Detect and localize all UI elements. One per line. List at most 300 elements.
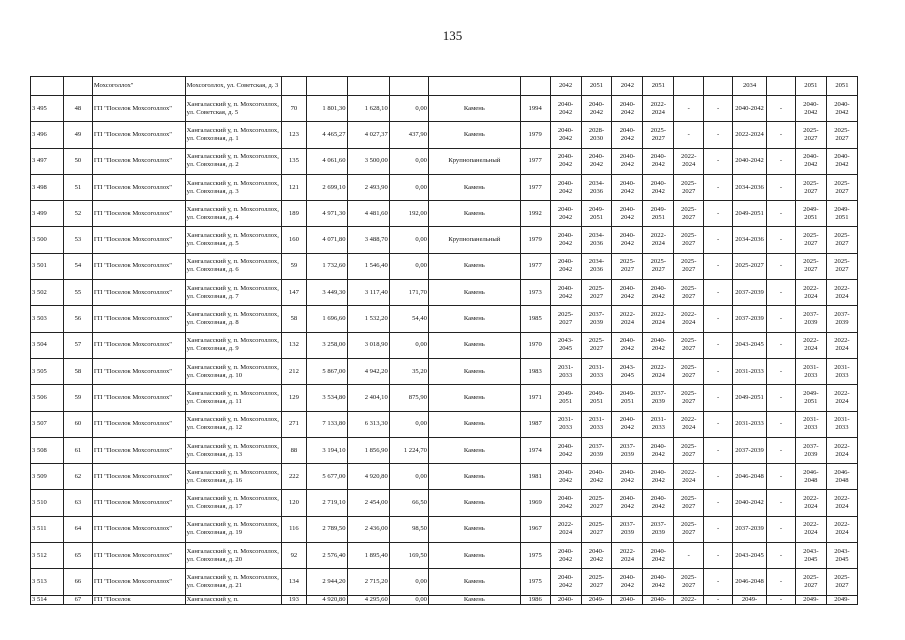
cell-address: Хангаласский у, п. Мохсоголлох, ул. Совхозная, д. 4: [185, 201, 281, 227]
cell-address: Хангаласский у, п.: [185, 595, 281, 604]
table-row: [31, 306, 858, 332]
cell-owner: ГП "Поселок: [92, 595, 185, 604]
cell-reg: [31, 77, 64, 96]
cell-t9: 2025-2027: [795, 174, 826, 200]
cell-t5: 2025-2027: [674, 385, 704, 411]
cell-reg: 3 506: [31, 385, 64, 411]
cell-t4: 2040-2042: [643, 332, 674, 358]
cell-t3: 2040-2042: [612, 148, 643, 174]
cell-num: 51: [63, 174, 92, 200]
cell-t10: 2037-2039: [826, 306, 857, 332]
cell-t7: 2031-2033: [733, 358, 767, 384]
cell-t6: -: [704, 385, 733, 411]
cell-material: Камень: [428, 595, 520, 604]
cell-area-nonliving: 437,90: [389, 122, 428, 148]
cell-owner: ГП "Поселок Мохсоголлох": [92, 411, 185, 437]
cell-top-12: 2034: [733, 77, 767, 96]
cell-t5: 2025-2027: [674, 437, 704, 463]
cell-t6: -: [704, 464, 733, 490]
cell-t10: 2040-2042: [826, 148, 857, 174]
cell-t10: 2031-2033: [826, 358, 857, 384]
cell-t1: 2040-2042: [550, 569, 581, 595]
cell-t2: 2025-2027: [581, 280, 612, 306]
cell-t8: -: [767, 227, 796, 253]
cell-top-13: [767, 77, 796, 96]
cell-t5: 2025-2027: [674, 516, 704, 542]
cell-area-living: 2 493,90: [347, 174, 389, 200]
cell-area-nonliving: 35,20: [389, 358, 428, 384]
cell-t7: 2034-2036: [733, 174, 767, 200]
cell-t5: 2025-2027: [674, 174, 704, 200]
cell-t4: 2040-2042: [643, 543, 674, 569]
cell-t1: 2040-2042: [550, 122, 581, 148]
cell-top-7: 2051: [581, 77, 612, 96]
cell-area-living: 1 532,20: [347, 306, 389, 332]
cell-t6: -: [704, 174, 733, 200]
cell-t10: 2025-2027: [826, 253, 857, 279]
cell-area-nonliving: 0,00: [389, 569, 428, 595]
cell-num: 64: [63, 516, 92, 542]
cell-t7: 2025-2027: [733, 253, 767, 279]
cell-reg: 3 504: [31, 332, 64, 358]
cell-area-nonliving: 66,50: [389, 490, 428, 516]
cell-owner: ГП "Поселок Мохсоголлох": [92, 306, 185, 332]
cell-owner: ГП "Поселок Мохсоголлох": [92, 543, 185, 569]
cell-t3: 2040-2042: [612, 411, 643, 437]
cell-num: 57: [63, 332, 92, 358]
cell-reg: 3 508: [31, 437, 64, 463]
cell-num: 54: [63, 253, 92, 279]
cell-t3: 2040-2042: [612, 569, 643, 595]
cell-top-8: 2042: [612, 77, 643, 96]
table-row: [31, 437, 858, 463]
cell-address: Хангаласский у, п. Мохсоголлох, ул. Совхозная, д. 10: [185, 358, 281, 384]
cell-t6: -: [704, 358, 733, 384]
cell-owner: ГП "Поселок Мохсоголлох": [92, 148, 185, 174]
cell-t2: 2034-2036: [581, 253, 612, 279]
cell-year: 1983: [520, 358, 550, 384]
cell-t3: 2022-2024: [612, 543, 643, 569]
cell-t4: 2022-2024: [643, 96, 674, 122]
cell-t4: 2037-2039: [643, 385, 674, 411]
cell-top-11: [704, 77, 733, 96]
cell-storeys: 59: [281, 253, 307, 279]
cell-t8: -: [767, 306, 796, 332]
cell-address: Хангаласский у, п. Мохсоголлох, ул. Совхозная, д. 1: [185, 122, 281, 148]
cell-t9: 2025-2027: [795, 569, 826, 595]
cell-area-total: 4 071,80: [307, 227, 347, 253]
cell-top-3: [389, 77, 428, 96]
cell-num: 50: [63, 148, 92, 174]
cell-t10: 2040-2042: [826, 96, 857, 122]
cell-area-nonliving: 98,50: [389, 516, 428, 542]
cell-t1: 2049-2051: [550, 385, 581, 411]
cell-t10: 2031-2033: [826, 411, 857, 437]
cell-owner: ГП "Поселок Мохсоголлох": [92, 464, 185, 490]
cell-year: 1973: [520, 280, 550, 306]
cell-t4: 2040-2042: [643, 174, 674, 200]
cell-address: Хангаласский у, п. Мохсоголлох, ул. Совхозная, д. 17: [185, 490, 281, 516]
cell-year: 1967: [520, 516, 550, 542]
cell-area-living: 4 481,60: [347, 201, 389, 227]
cell-t6: -: [704, 253, 733, 279]
cell-t1: 2031-2033: [550, 358, 581, 384]
cell-year: 1975: [520, 543, 550, 569]
cell-owner: ГП "Поселок Мохсоголлох": [92, 385, 185, 411]
cell-area-nonliving: 0,00: [389, 464, 428, 490]
cell-t6: -: [704, 148, 733, 174]
cell-area-nonliving: 875,90: [389, 385, 428, 411]
cell-t8: -: [767, 280, 796, 306]
cell-year: 1977: [520, 253, 550, 279]
cell-year: 1985: [520, 306, 550, 332]
cell-area-living: 6 313,30: [347, 411, 389, 437]
cell-t9: 2031-2033: [795, 411, 826, 437]
cell-num: 52: [63, 201, 92, 227]
cell-area-nonliving: 171,70: [389, 280, 428, 306]
cell-t7: 2040-2042: [733, 148, 767, 174]
cell-area-living: 1 546,40: [347, 253, 389, 279]
cell-storeys: 58: [281, 306, 307, 332]
cell-area-living: 3 018,90: [347, 332, 389, 358]
page-number: 135: [442, 28, 463, 43]
cell-t3: 2022-2024: [612, 306, 643, 332]
cell-year: 1975: [520, 569, 550, 595]
cell-storeys: 88: [281, 437, 307, 463]
cell-area-total: 7 133,80: [307, 411, 347, 437]
cell-t6: -: [704, 306, 733, 332]
cell-storeys: 129: [281, 385, 307, 411]
cell-num: [63, 77, 92, 96]
cell-storeys: 222: [281, 464, 307, 490]
cell-t4: 2022-2024: [643, 358, 674, 384]
cell-storeys: 147: [281, 280, 307, 306]
cell-address: Хангаласский у, п. Мохсоголлох, ул. Совхозная, д. 6: [185, 253, 281, 279]
cell-t5: 2025-2027: [674, 201, 704, 227]
table-row: [31, 174, 858, 200]
cell-t4: 2040-2042: [643, 490, 674, 516]
cell-reg: 3 510: [31, 490, 64, 516]
cell-top-10: [674, 77, 704, 96]
cell-t3: 2049-2051: [612, 385, 643, 411]
cell-t9: 2046-2048: [795, 464, 826, 490]
cell-t4: 2040-2042: [643, 437, 674, 463]
cell-t10: 2043-2045: [826, 543, 857, 569]
cell-t8: -: [767, 253, 796, 279]
cell-t9: 2025-2027: [795, 122, 826, 148]
cell-t7: 2031-2033: [733, 411, 767, 437]
cell-area-living: 2 715,20: [347, 569, 389, 595]
cell-t8: -: [767, 569, 796, 595]
cell-storeys: 160: [281, 227, 307, 253]
cell-material: Камень: [428, 174, 520, 200]
cell-area-nonliving: 0,00: [389, 174, 428, 200]
cell-t6: -: [704, 543, 733, 569]
cell-t6: -: [704, 569, 733, 595]
cell-owner: ГП "Поселок Мохсоголлох": [92, 174, 185, 200]
cell-address: Хангаласский у, п. Мохсоголлох, ул. Совхозная, д. 19: [185, 516, 281, 542]
table-row: [31, 280, 858, 306]
cell-t1: 2040-2042: [550, 96, 581, 122]
cell-top-0: [281, 77, 307, 96]
cell-t4: 2049-2051: [643, 201, 674, 227]
cell-area-total: 4 971,30: [307, 201, 347, 227]
cell-t5: -: [674, 96, 704, 122]
cell-top-14: 2051: [795, 77, 826, 96]
cell-t5: 2022-2024: [674, 148, 704, 174]
cell-t3: 2037-2039: [612, 516, 643, 542]
cell-t4: 2040-: [643, 595, 674, 604]
cell-area-total: 3 449,30: [307, 280, 347, 306]
cell-area-nonliving: 0,00: [389, 332, 428, 358]
cell-area-living: 4 942,20: [347, 358, 389, 384]
cell-year: 1974: [520, 437, 550, 463]
cell-owner: ГП "Поселок Мохсоголлох": [92, 122, 185, 148]
cell-t9: 2040-2042: [795, 148, 826, 174]
cell-t8: -: [767, 148, 796, 174]
cell-area-nonliving: 169,50: [389, 543, 428, 569]
cell-t2: 2025-2027: [581, 516, 612, 542]
cell-top-9: 2051: [643, 77, 674, 96]
table-row: [31, 464, 858, 490]
cell-material: Камень: [428, 306, 520, 332]
cell-t5: 2025-2027: [674, 332, 704, 358]
cell-top-4: [428, 77, 520, 96]
cell-address: Хангаласский у, п. Мохсоголлох, ул. Совхозная, д. 5: [185, 227, 281, 253]
cell-address: Хангаласский у, п. Мохсоголлох, ул. Совхозная, д. 12: [185, 411, 281, 437]
cell-area-nonliving: 0,00: [389, 148, 428, 174]
cell-owner: ГП "Поселок Мохсоголлох": [92, 332, 185, 358]
cell-top-1: [307, 77, 347, 96]
cell-t6: -: [704, 96, 733, 122]
table-row: [31, 358, 858, 384]
cell-t3: 2040-2042: [612, 227, 643, 253]
cell-t3: 2040-2042: [612, 96, 643, 122]
cell-num: 56: [63, 306, 92, 332]
cell-t3: 2040-2042: [612, 490, 643, 516]
cell-owner: ГП "Поселок Мохсоголлох": [92, 490, 185, 516]
cell-material: Камень: [428, 358, 520, 384]
cell-t6: -: [704, 280, 733, 306]
table-row: [31, 411, 858, 437]
cell-t7: 2040-2042: [733, 96, 767, 122]
cell-area-nonliving: 54,40: [389, 306, 428, 332]
table-row: [31, 595, 858, 604]
cell-t7: 2040-2042: [733, 490, 767, 516]
cell-t3: 2040-2042: [612, 201, 643, 227]
cell-t1: 2040-2042: [550, 253, 581, 279]
cell-t10: 2049-: [826, 595, 857, 604]
cell-t5: 2025-2027: [674, 227, 704, 253]
cell-address: Хангаласский у, п. Мохсоголлох, ул. Совхозная, д. 3: [185, 174, 281, 200]
cell-area-total: 4 465,27: [307, 122, 347, 148]
cell-area-living: 1 895,40: [347, 543, 389, 569]
cell-t1: 2040-2042: [550, 201, 581, 227]
cell-reg: 3 498: [31, 174, 64, 200]
cell-area-total: 1 696,60: [307, 306, 347, 332]
table-row: [31, 332, 858, 358]
table-row: [31, 569, 858, 595]
cell-t8: -: [767, 174, 796, 200]
cell-num: 55: [63, 280, 92, 306]
cell-num: 53: [63, 227, 92, 253]
cell-t4: 2040-2042: [643, 280, 674, 306]
cell-t2: 2034-2036: [581, 227, 612, 253]
cell-t7: 2037-2039: [733, 280, 767, 306]
cell-t8: -: [767, 358, 796, 384]
cell-t3: 2043-2045: [612, 358, 643, 384]
cell-t9: 2049-2051: [795, 201, 826, 227]
cell-owner: ГП "Поселок Мохсоголлох": [92, 280, 185, 306]
cell-t2: 2040-2042: [581, 464, 612, 490]
cell-area-nonliving: 0,00: [389, 227, 428, 253]
cell-t2: 2040-2042: [581, 96, 612, 122]
cell-t2: 2025-2027: [581, 569, 612, 595]
cell-num: 49: [63, 122, 92, 148]
cell-material: Камень: [428, 253, 520, 279]
cell-year: 1969: [520, 490, 550, 516]
table-row: [31, 96, 858, 122]
cell-storeys: 92: [281, 543, 307, 569]
cell-area-living: 1 628,10: [347, 96, 389, 122]
cell-t10: 2022-2024: [826, 516, 857, 542]
cell-material: Камень: [428, 543, 520, 569]
cell-area-living: 3 117,40: [347, 280, 389, 306]
cell-t7: 2049-2051: [733, 201, 767, 227]
cell-t6: -: [704, 201, 733, 227]
cell-area-total: 2 576,40: [307, 543, 347, 569]
cell-year: 1970: [520, 332, 550, 358]
cell-t2: 2031-2033: [581, 411, 612, 437]
cell-t10: 2025-2027: [826, 122, 857, 148]
cell-area-nonliving: 192,00: [389, 201, 428, 227]
cell-t8: -: [767, 595, 796, 604]
cell-t7: 2046-2048: [733, 569, 767, 595]
cell-t7: 2049-: [733, 595, 767, 604]
cell-t5: 2025-2027: [674, 253, 704, 279]
cell-t8: -: [767, 122, 796, 148]
cell-t7: 2034-2036: [733, 227, 767, 253]
cell-t5: -: [674, 122, 704, 148]
cell-area-living: 4 027,37: [347, 122, 389, 148]
cell-t10: 2025-2027: [826, 569, 857, 595]
cell-material: Камень: [428, 490, 520, 516]
cell-t10: 2025-2027: [826, 174, 857, 200]
cell-t8: -: [767, 411, 796, 437]
cell-t6: -: [704, 516, 733, 542]
cell-reg: 3 511: [31, 516, 64, 542]
cell-t4: 2040-2042: [643, 148, 674, 174]
table-row: [31, 490, 858, 516]
cell-t6: -: [704, 227, 733, 253]
cell-storeys: 135: [281, 148, 307, 174]
cell-t3: 2025-2027: [612, 253, 643, 279]
cell-t9: 2025-2027: [795, 227, 826, 253]
cell-t1: 2043-2045: [550, 332, 581, 358]
cell-t2: 2037-2039: [581, 306, 612, 332]
cell-t8: -: [767, 464, 796, 490]
cell-storeys: 134: [281, 569, 307, 595]
cell-t1: 2040-2042: [550, 148, 581, 174]
cell-area-total: 2 719,10: [307, 490, 347, 516]
cell-num: 48: [63, 96, 92, 122]
cell-t5: 2025-2027: [674, 569, 704, 595]
cell-t2: 2049-2051: [581, 385, 612, 411]
table-row-continued: [31, 77, 858, 96]
cell-t7: 2037-2039: [733, 437, 767, 463]
table-row: [31, 122, 858, 148]
cell-storeys: 70: [281, 96, 307, 122]
cell-owner: ГП "Поселок Мохсоголлох": [92, 516, 185, 542]
cell-area-total: 4 061,60: [307, 148, 347, 174]
cell-t1: 2040-2042: [550, 227, 581, 253]
cell-t1: 2022-2024: [550, 516, 581, 542]
cell-num: 58: [63, 358, 92, 384]
cell-t3: 2037-2039: [612, 437, 643, 463]
cell-t4: 2025-2027: [643, 253, 674, 279]
cell-t9: 2043-2045: [795, 543, 826, 569]
cell-area-living: 3 488,70: [347, 227, 389, 253]
cell-t1: 2040-2042: [550, 490, 581, 516]
cell-num: 60: [63, 411, 92, 437]
cell-t8: -: [767, 385, 796, 411]
cell-t5: 2025-2027: [674, 490, 704, 516]
cell-reg: 3 509: [31, 464, 64, 490]
cell-t9: 2049-2051: [795, 385, 826, 411]
cell-t5: 2022-: [674, 595, 704, 604]
cell-t4: 2040-2042: [643, 569, 674, 595]
cell-owner: ГП "Поселок Мохсоголлох": [92, 437, 185, 463]
cell-storeys: 116: [281, 516, 307, 542]
cell-t2: 2028-2030: [581, 122, 612, 148]
cell-year: 1992: [520, 201, 550, 227]
cell-top-15: 2051: [826, 77, 857, 96]
cell-year: 1986: [520, 595, 550, 604]
cell-storeys: 271: [281, 411, 307, 437]
cell-t9: 2031-2033: [795, 358, 826, 384]
cell-area-total: 4 920,80: [307, 595, 347, 604]
cell-material: Камень: [428, 332, 520, 358]
cell-t7: 2037-2039: [733, 516, 767, 542]
cell-t8: -: [767, 201, 796, 227]
cell-t7: 2046-2048: [733, 464, 767, 490]
cell-area-total: 2 789,50: [307, 516, 347, 542]
cell-address: Хангаласский у, п. Мохсоголлох, ул. Совхозная, д. 9: [185, 332, 281, 358]
cell-area-total: 1 801,30: [307, 96, 347, 122]
table-row: [31, 543, 858, 569]
cell-t9: 2037-2039: [795, 306, 826, 332]
cell-area-living: 2 436,00: [347, 516, 389, 542]
cell-material: Камень: [428, 385, 520, 411]
cell-num: 62: [63, 464, 92, 490]
cell-area-living: 2 454,00: [347, 490, 389, 516]
cell-address: Хангаласский у, п. Мохсоголлох, ул. Советская, д. 5: [185, 96, 281, 122]
cell-area-living: 4 920,80: [347, 464, 389, 490]
cell-address: Хангаласский у, п. Мохсоголлох, ул. Совхозная, д. 13: [185, 437, 281, 463]
cell-reg: 3 513: [31, 569, 64, 595]
cell-area-nonliving: 0,00: [389, 253, 428, 279]
cell-t10: 2022-2024: [826, 437, 857, 463]
cell-t1: 2040-: [550, 595, 581, 604]
cell-t8: -: [767, 332, 796, 358]
cell-num: 65: [63, 543, 92, 569]
cell-storeys: 123: [281, 122, 307, 148]
cell-address: Хангаласский у, п. Мохсоголлох, ул. Совхозная, д. 7: [185, 280, 281, 306]
cell-t6: -: [704, 332, 733, 358]
cell-reg: 3 501: [31, 253, 64, 279]
cell-storeys: 121: [281, 174, 307, 200]
table-row: [31, 227, 858, 253]
